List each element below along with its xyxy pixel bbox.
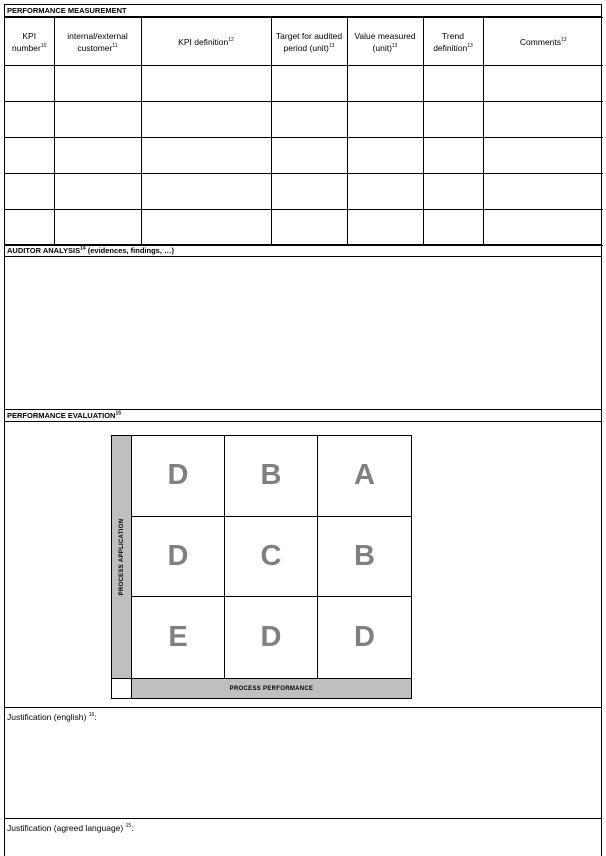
y-axis bbox=[112, 436, 132, 678]
table-cell[interactable] bbox=[141, 138, 271, 174]
table-cell[interactable] bbox=[423, 138, 483, 174]
table-row bbox=[5, 66, 603, 102]
table-row bbox=[5, 210, 603, 246]
grid-cell: C bbox=[225, 517, 318, 598]
grid-cell: D bbox=[354, 621, 375, 654]
col-comments: Comments$^{13}$ bbox=[483, 18, 603, 66]
table-cell[interactable] bbox=[141, 102, 271, 138]
table-cell[interactable] bbox=[271, 102, 347, 138]
performance-measurement-title: PERFORMANCE MEASUREMENT bbox=[5, 5, 601, 17]
table-row bbox=[5, 102, 603, 138]
grid-cell: D bbox=[132, 517, 225, 598]
table-cell[interactable] bbox=[271, 138, 347, 174]
table-row bbox=[5, 138, 603, 174]
table-cell[interactable] bbox=[5, 102, 54, 138]
table-cell[interactable] bbox=[347, 138, 423, 174]
justification-english-label: Justification (english) $^{16}$: bbox=[7, 712, 97, 722]
performance-evaluation-title: PERFORMANCE EVALUATION$^{15}$ bbox=[5, 410, 601, 422]
table-cell[interactable] bbox=[54, 102, 141, 138]
kpi-table bbox=[5, 17, 603, 246]
table-cell[interactable] bbox=[347, 102, 423, 138]
col-trend: Trend definition$^{13}$ bbox=[423, 18, 483, 66]
evaluation-grid bbox=[132, 436, 411, 678]
table-cell[interactable] bbox=[54, 210, 141, 246]
table-cell[interactable] bbox=[483, 102, 603, 138]
grid-cell: B bbox=[318, 517, 411, 598]
table-cell[interactable] bbox=[483, 66, 603, 102]
table-cell[interactable] bbox=[347, 174, 423, 210]
grid-cell: D bbox=[225, 597, 318, 678]
table-cell[interactable] bbox=[483, 138, 603, 174]
table-cell[interactable] bbox=[423, 66, 483, 102]
grid-cell: E bbox=[132, 597, 225, 678]
table-cell[interactable] bbox=[347, 66, 423, 102]
table-cell[interactable] bbox=[423, 210, 483, 246]
grid-cell: D bbox=[132, 436, 225, 517]
table-cell[interactable] bbox=[141, 174, 271, 210]
table-cell[interactable] bbox=[271, 210, 347, 246]
evaluation-matrix bbox=[111, 435, 412, 699]
auditor-analysis-title: AUDITOR ANALYSIS$^{14}$ (evidences, findings, …) bbox=[5, 245, 601, 257]
table-row bbox=[5, 174, 603, 210]
col-value-measured: Value measured (unit)$^{13}$ bbox=[347, 18, 423, 66]
x-axis-label: PROCESS PERFORMANCE bbox=[229, 686, 314, 692]
table-cell[interactable] bbox=[54, 174, 141, 210]
justification-english-area[interactable] bbox=[5, 725, 601, 818]
table-cell[interactable] bbox=[54, 66, 141, 102]
matrix-corner bbox=[112, 678, 132, 698]
table-cell[interactable] bbox=[141, 210, 271, 246]
divider bbox=[5, 818, 601, 819]
table-cell[interactable] bbox=[271, 66, 347, 102]
x-axis bbox=[132, 678, 411, 698]
table-cell[interactable] bbox=[271, 174, 347, 210]
table-cell[interactable] bbox=[483, 210, 603, 246]
table-cell[interactable] bbox=[483, 174, 603, 210]
table-cell[interactable] bbox=[5, 138, 54, 174]
col-customer: internal/external customer$^{11}$ bbox=[54, 18, 141, 66]
divider bbox=[5, 707, 601, 708]
table-cell[interactable] bbox=[423, 174, 483, 210]
table-cell[interactable] bbox=[141, 66, 271, 102]
col-target: Target for audited period (unit)$^{13}$ bbox=[271, 18, 347, 66]
y-axis-label: PROCESS APPLICATION bbox=[119, 518, 125, 596]
table-cell[interactable] bbox=[54, 138, 141, 174]
table-cell[interactable] bbox=[5, 66, 54, 102]
kpi-header-row bbox=[5, 18, 603, 66]
table-cell[interactable] bbox=[5, 210, 54, 246]
col-kpi-number: KPI number$^{10}$ bbox=[5, 18, 54, 66]
justification-agreed-label: Justification (agreed language) $^{15}$: bbox=[7, 823, 134, 833]
col-kpi-definition: KPI definition$^{12}$ bbox=[141, 18, 271, 66]
grid-cell: B bbox=[225, 436, 318, 517]
table-cell[interactable] bbox=[347, 210, 423, 246]
auditor-analysis-area[interactable] bbox=[5, 257, 601, 409]
grid-cell: A bbox=[318, 436, 411, 517]
table-cell[interactable] bbox=[5, 174, 54, 210]
table-cell[interactable] bbox=[423, 102, 483, 138]
audit-form bbox=[4, 4, 602, 856]
